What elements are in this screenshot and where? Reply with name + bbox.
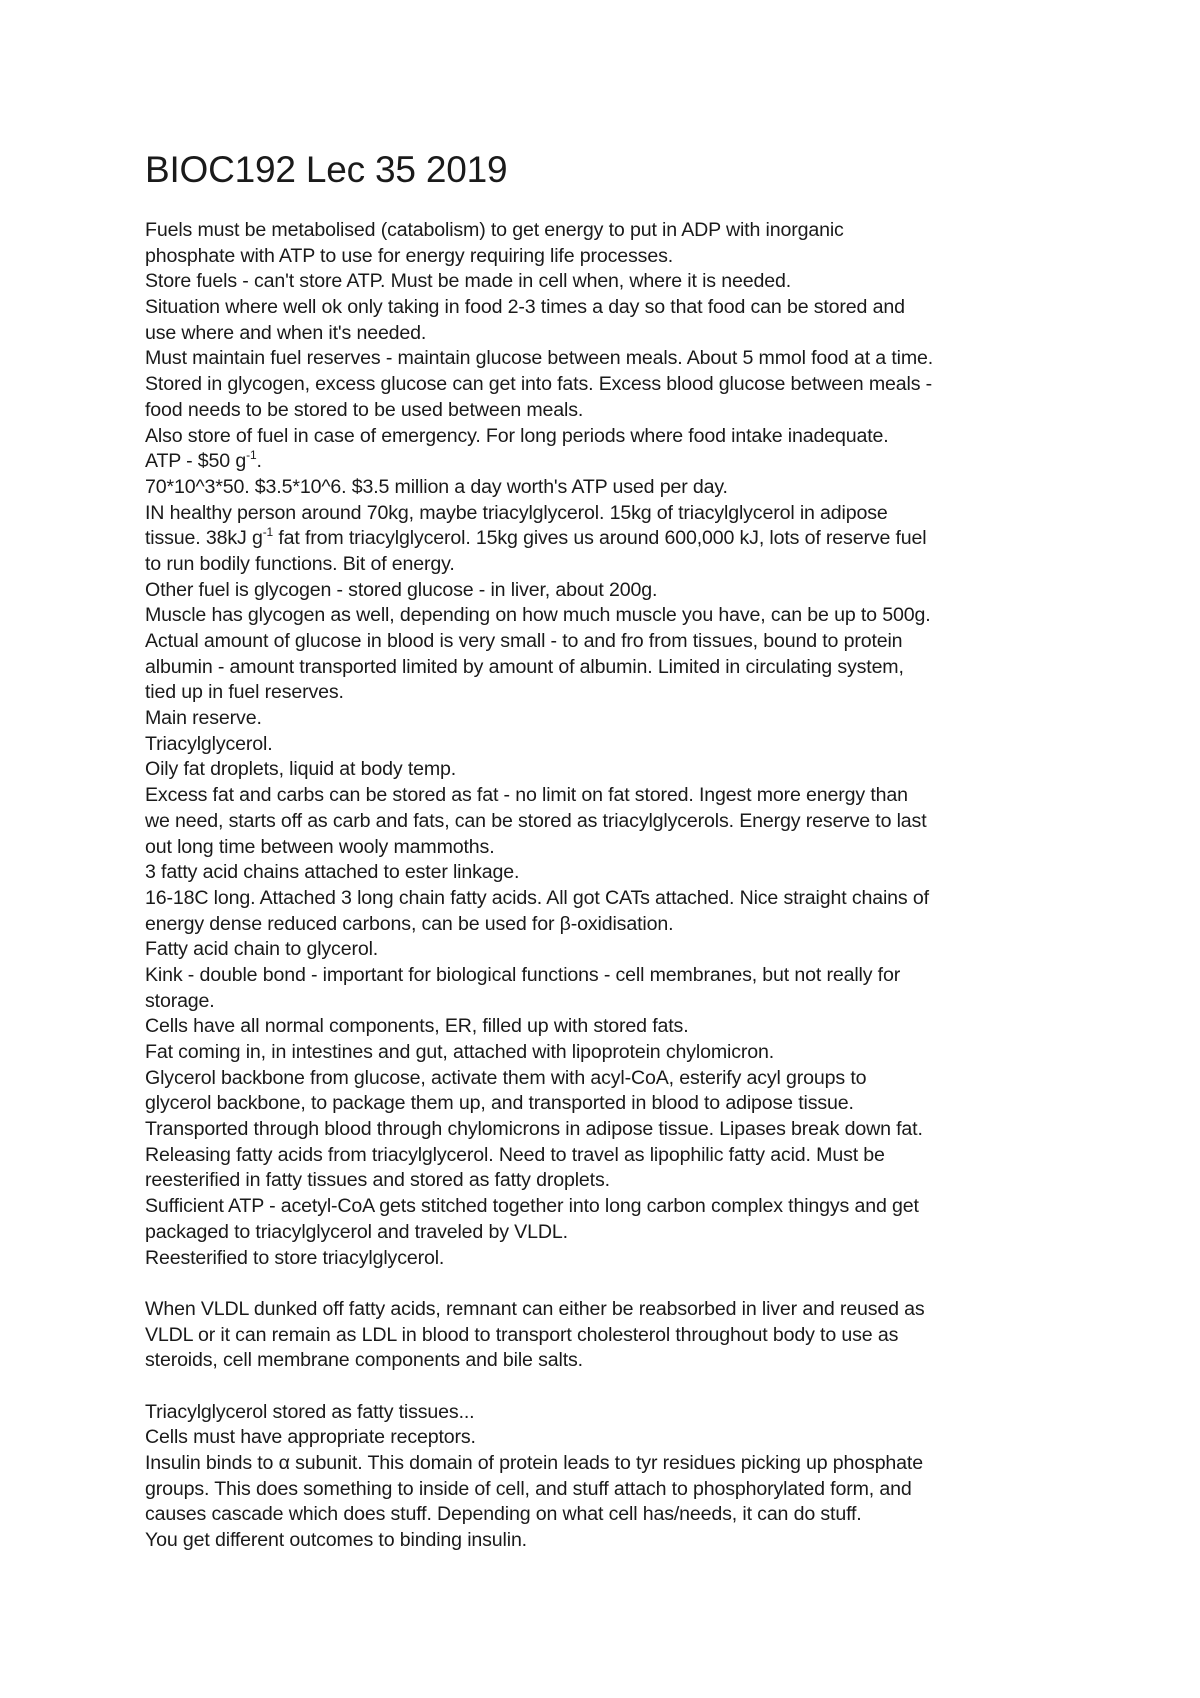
text-line: Glycerol backbone from glucose, activate them with acyl-CoA, esterify acyl groups to <box>145 1066 867 1089</box>
text-line: You get different outcomes to binding insulin. <box>145 1529 527 1552</box>
text-line: Situation where well ok only taking in food 2-3 times a day so that food can be stored and <box>145 296 905 319</box>
text-line: Must maintain fuel reserves - maintain glucose between meals. About 5 mmol food at a time. <box>145 347 934 370</box>
text-line: Fat coming in, in intestines and gut, attached with lipoprotein chylomicron. <box>145 1041 775 1063</box>
document-title: BIOC192 Lec 35 2019 <box>145 149 508 190</box>
text-line: Store fuels - can't store ATP. Must be made in cell when, where it is needed. <box>145 270 792 293</box>
text-line: When VLDL dunked off fatty acids, remnant can either be reabsorbed in liver and reused as <box>145 1297 925 1320</box>
blank-line <box>145 1271 1105 1297</box>
text-line: 3 fatty acid chains attached to ester linkage. <box>145 861 520 884</box>
text-line: Muscle has glycogen as well, depending on how much muscle you have, can be up to 500g. <box>145 604 931 627</box>
text-line: Triacylglycerol. <box>145 732 273 755</box>
text-line: Fuels must be metabolised (catabolism) to get energy to put in ADP with inorganic <box>145 219 844 241</box>
text-line: reesterified in fatty tissues and stored as fatty droplets. <box>145 1169 610 1192</box>
text-line: Insulin binds to α subunit. This domain of protein leads to tyr residues picking up phosphate <box>145 1452 923 1474</box>
text-line: Oily fat droplets, liquid at body temp. <box>145 758 457 781</box>
text-line: glycerol backbone, to package them up, and transported in blood to adipose tissue. <box>145 1092 854 1115</box>
text-line: Releasing fatty acids from triacylglycerol. Need to travel as lipophilic fatty acid. Must be <box>145 1143 885 1166</box>
text-line: VLDL or it can remain as LDL in blood to transport cholesterol throughout body to use as <box>145 1323 899 1346</box>
text-segment: tissue. 38kJ g <box>145 527 263 550</box>
blank-line <box>145 1374 1105 1400</box>
text-line: Cells have all normal components, ER, filled up with stored fats. <box>145 1015 689 1038</box>
text-line: Actual amount of glucose in blood is very small - to and fro from tissues, bound to protein <box>145 630 903 652</box>
text-segment: . <box>256 450 262 473</box>
text-line: use where and when it's needed. <box>145 321 427 344</box>
text-line: phosphate with ATP to use for energy requiring life processes. <box>145 244 674 267</box>
text-line: Cells must have appropriate receptors. <box>145 1426 476 1449</box>
text-line: out long time between wooly mammoths. <box>145 835 495 858</box>
text-line: groups. This does something to inside of cell, and stuff attach to phosphorylated form, and <box>145 1477 912 1500</box>
text-line: packaged to triacylglycerol and traveled by VLDL. <box>145 1220 568 1243</box>
text-line: energy dense reduced carbons, can be used for β-oxidisation. <box>145 912 674 935</box>
text-line: we need, starts off as carb and fats, can be stored as triacylglycerols. Energy reserve to last <box>145 809 927 832</box>
text-line: Triacylglycerol stored as fatty tissues... <box>145 1400 475 1423</box>
text-segment: fat from triacylglycerol. 15kg gives us around 600,000 kJ, lots of reserve fuel <box>273 527 927 550</box>
text-line: Excess fat and carbs can be stored as fat - no limit on fat stored. Ingest more energy than <box>145 784 908 807</box>
text-line: albumin - amount transported limited by amount of albumin. Limited in circulating system, <box>145 655 904 678</box>
text-segment: ATP - $50 g <box>145 450 247 473</box>
text-line: steroids, cell membrane components and bile salts. <box>145 1349 583 1372</box>
document-body <box>145 218 1105 1554</box>
text-line <box>145 526 1105 552</box>
text-line: storage. <box>145 989 215 1012</box>
text-line: Transported through blood through chylomicrons in adipose tissue. Lipases break down fat. <box>145 1118 923 1141</box>
text-line: Sufficient ATP - acetyl-CoA gets stitched together into long carbon complex thingys and get <box>145 1195 919 1218</box>
text-line: Stored in glycogen, excess glucose can get into fats. Excess blood glucose between meals - <box>145 373 933 396</box>
superscript: -1 <box>262 524 274 539</box>
text-line: to run bodily functions. Bit of energy. <box>145 552 455 575</box>
text-line <box>145 449 1105 475</box>
text-line: food needs to be stored to be used between meals. <box>145 398 584 421</box>
text-line: 16-18C long. Attached 3 long chain fatty acids. All got CATs attached. Nice straight chains of <box>145 886 929 909</box>
text-line: Also store of fuel in case of emergency. For long periods where food intake inadequate. <box>145 424 889 447</box>
text-line: tied up in fuel reserves. <box>145 681 344 704</box>
text-line: Main reserve. <box>145 707 262 730</box>
text-line: causes cascade which does stuff. Depending on what cell has/needs, it can do stuff. <box>145 1503 862 1526</box>
text-line: IN healthy person around 70kg, maybe triacylglycerol. 15kg of triacylglycerol in adipose <box>145 501 888 524</box>
text-line: Fatty acid chain to glycerol. <box>145 938 379 961</box>
superscript: -1 <box>246 447 257 462</box>
text-line: Kink - double bond - important for biological functions - cell membranes, but not really for <box>145 963 901 986</box>
text-line: Reesterified to store triacylglycerol. <box>145 1246 445 1269</box>
text-line: Other fuel is glycogen - stored glucose - in liver, about 200g. <box>145 578 658 601</box>
text-line: 70*10^3*50. $3.5*10^6. $3.5 million a day worth's ATP used per day. <box>145 475 728 498</box>
